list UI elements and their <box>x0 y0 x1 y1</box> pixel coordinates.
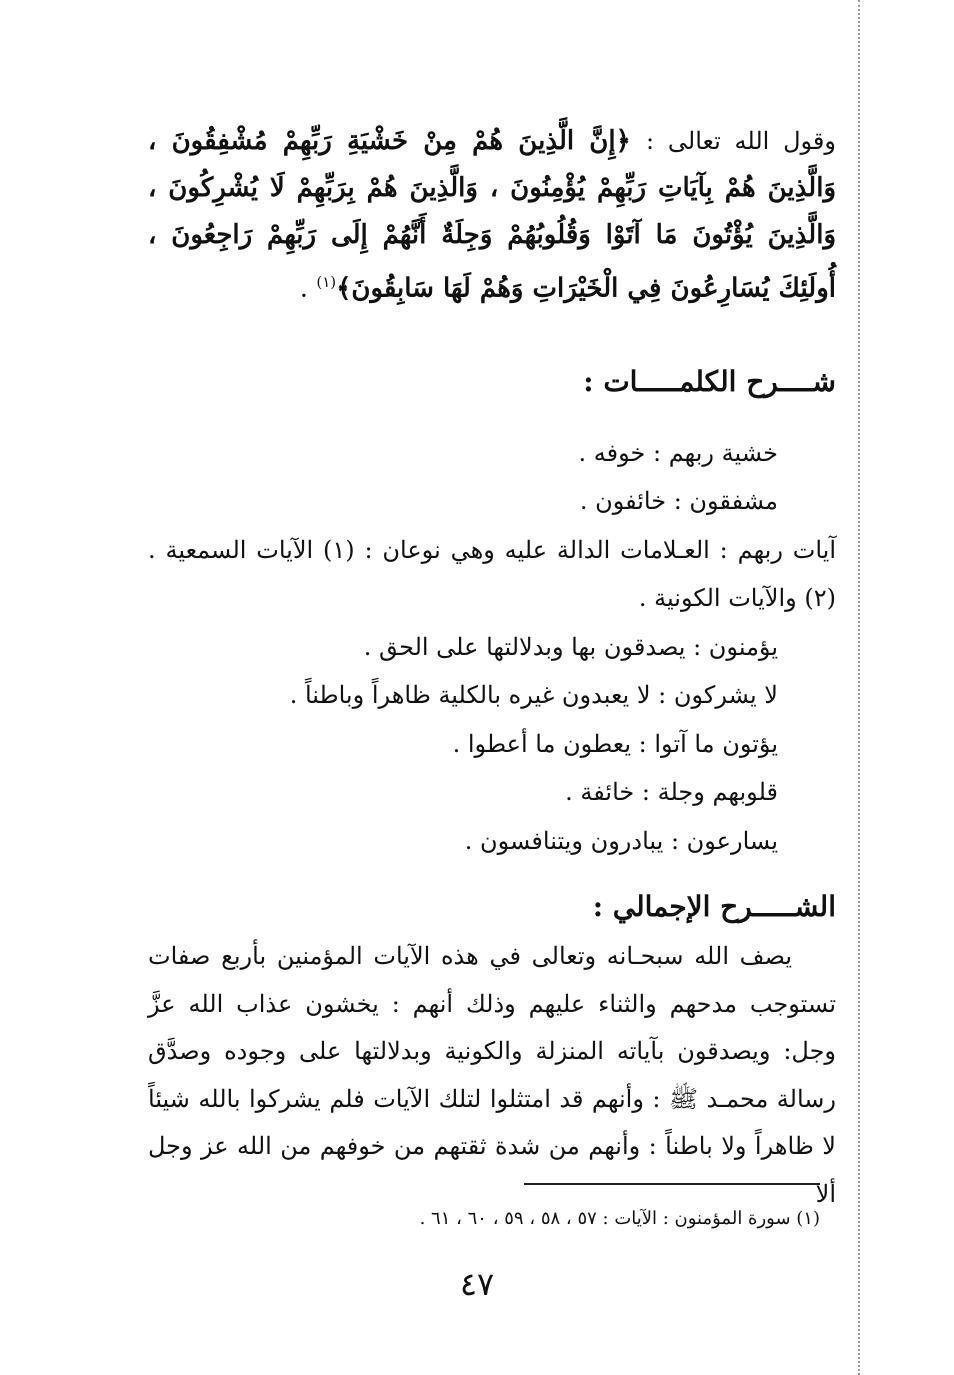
gloss-term: آيات ربهم <box>737 535 837 564</box>
gloss-term: يؤمنون <box>708 632 778 661</box>
verse-footnote-ref: (١) <box>316 273 337 291</box>
gloss-meaning: خائفة . <box>565 778 635 807</box>
gloss-item <box>148 429 778 478</box>
gloss-separator: : <box>663 826 687 855</box>
gloss-item <box>148 768 778 817</box>
gloss-item <box>148 720 778 769</box>
page-content <box>148 118 836 1218</box>
page-margin-dotted-rule <box>858 0 860 1375</box>
gloss-separator: : <box>645 438 669 467</box>
verse-intro: وقول الله تعالى : <box>646 127 836 155</box>
gloss-term: يؤتون ما آتوا <box>654 729 778 758</box>
gloss-item <box>148 526 836 623</box>
page-number: ٤٧ <box>459 1265 495 1303</box>
verse-text: ﴿إِنَّ الَّذِينَ هُمْ مِنْ خَشْيَةِ رَبِّهِمْ مُشْفِقُونَ ، وَالَّذِينَ هُمْ بِآيَاتِ رَبِّهِمْ يُؤْمِنُونَ ، وَالَّذِينَ هُمْ بِرَبِّهِمْ لَا يُشْرِكُونَ ، وَالَّذِينَ يُؤْتُونَ مَا آتَوْا وَقُلُوبُهُمْ وَجِلَةٌ أَنَّهُمْ إِلَى رَبِّهِمْ رَاجِعُونَ ، أُولَئِكَ يُسَارِعُونَ فِي الْخَيْرَاتِ وَهُمْ لَهَا سَابِقُونَ﴾ <box>148 126 836 304</box>
gloss-term: قلوبهم وجلة <box>657 778 778 807</box>
gloss-separator: : <box>634 778 658 807</box>
footnote: (١) سورة المؤمنون : الآيات : ٥٧ ، ٥٨ ، ٥٩ ، ٦٠ ، ٦١ . <box>419 1208 820 1229</box>
gloss-meaning: خائفون . <box>579 487 667 516</box>
gloss-item <box>148 477 778 526</box>
verse-end-mark: . <box>299 273 317 304</box>
gloss-term: خشية ربهم <box>668 438 778 467</box>
gloss-meaning: لا يعبدون غيره بالكلية ظاهراً وباطناً . <box>289 681 651 710</box>
summary-paragraph: يصف الله سبحـانه وتعالى في هذه الآيات المؤمنين بأربع صفات تستوجب مدحهم والثناء عليهم وذلك أنهم : يخشون عذاب الله عزَّ وجل: ويصدقون بآياته المنزلة والكونية وبدلالتها على وجوده وصدَّق رسالة محمـد ﷺ : وأنهم قد امتثلوا لتلك الآيات فلم يشركوا بالله شيئاً لا ظاهراً ولا باطناً : وأنهم من شدة ثقتهم من خوفهم من الله عز وجل ألا <box>148 942 836 1208</box>
quran-verse-block <box>148 118 836 313</box>
footnote-divider <box>524 1183 820 1185</box>
gloss-meaning: يبادرون ويتنافسون . <box>464 826 664 855</box>
gloss-term: لا يشركون <box>673 681 778 710</box>
summary-section-title: الشـــــرح الإجمالي : <box>592 890 836 924</box>
gloss-meaning: العـلامات الدالة عليه وهي نوعان : (١) الآيات السمعية . (٢) والآيات الكونية . <box>148 535 836 613</box>
word-gloss-list <box>148 429 836 866</box>
gloss-meaning: خوفه . <box>578 438 646 467</box>
words-section-title: شــــرح الكلمـــــات : <box>583 364 836 398</box>
gloss-separator: : <box>631 729 655 758</box>
gloss-separator: : <box>685 632 709 661</box>
gloss-separator: : <box>666 487 690 516</box>
gloss-item <box>148 623 778 672</box>
gloss-meaning: يعطون ما أعطوا . <box>452 729 632 758</box>
gloss-separator: : <box>650 681 674 710</box>
gloss-item <box>148 817 778 866</box>
gloss-item <box>148 671 778 720</box>
gloss-meaning: يصدقون بها وبدلالتها على الحق . <box>363 632 686 661</box>
gloss-term: مشفقون <box>689 487 778 516</box>
gloss-separator: : <box>709 535 738 564</box>
gloss-term: يسارعون <box>686 826 778 855</box>
